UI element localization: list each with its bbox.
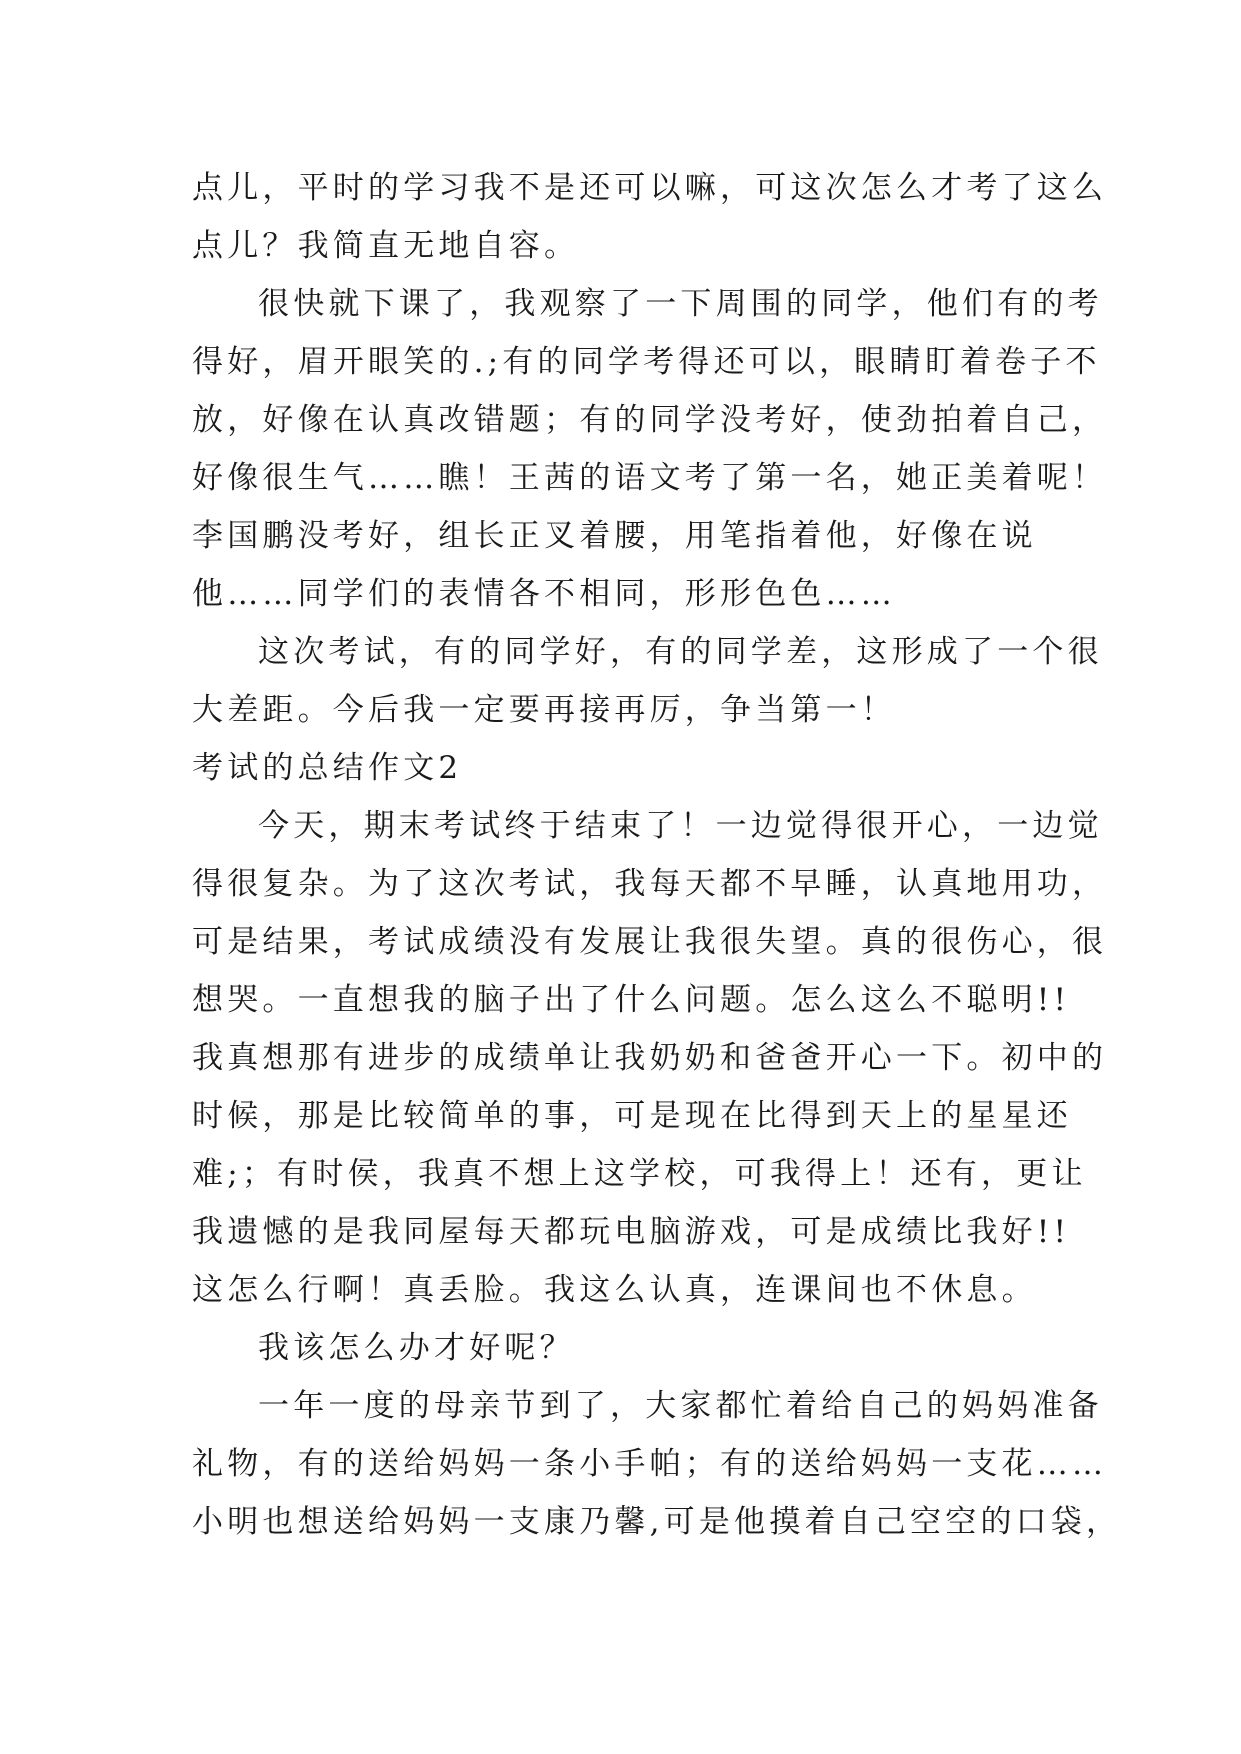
text-line: 时候，那是比较简单的事，可是现在比得到天上的星星还 [192, 1098, 1072, 1134]
paragraph-start-line: 一年一度的母亲节到了，大家都忙着给自己的妈妈准备 [258, 1388, 1103, 1424]
text-line: 好像很生气……瞧！王茜的语文考了第一名，她正美着呢！ [192, 460, 1108, 496]
text-line: 难;；有时侯，我真不想上这学校，可我得上！还有，更让 [192, 1156, 1087, 1192]
text-line: 得好，眉开眼笑的.;有的同学考得还可以，眼睛盯着卷子不 [192, 344, 1101, 380]
paragraph-start-line: 今天，期末考试终于结束了！一边觉得很开心，一边觉 [258, 808, 1103, 844]
paragraph-start-line: 很快就下课了，我观察了一下周围的同学，他们有的考 [258, 286, 1103, 322]
text-line: 大差距。今后我一定要再接再厉，争当第一！ [192, 692, 896, 728]
paragraph-start-line: 我该怎么办才好呢？ [258, 1330, 575, 1366]
text-line: 得很复杂。为了这次考试，我每天都不早睡，认真地用功， [192, 866, 1108, 902]
text-line: 他……同学们的表情各不相同，形形色色…… [192, 576, 896, 612]
text-line: 可是结果，考试成绩没有发展让我很失望。真的很伤心，很 [192, 924, 1108, 960]
text-line: 想哭。一直想我的脑子出了什么问题。怎么这么不聪明!! [192, 982, 1071, 1018]
text-line: 这怎么行啊！真丢脸。我这么认真，连课间也不休息。 [192, 1272, 1037, 1308]
section-title: 考试的总结作文2 [192, 750, 463, 786]
text-line: 小明也想送给妈妈一支康乃馨,可是他摸着自己空空的口袋， [192, 1504, 1122, 1540]
text-line: 点儿？我简直无地自容。 [192, 228, 580, 264]
text-line: 李国鹏没考好，组长正叉着腰，用笔指着他，好像在说 [192, 518, 1037, 554]
text-line: 点儿，平时的学习我不是还可以嘛，可这次怎么才考了这么 [192, 170, 1108, 206]
paragraph-start-line: 这次考试，有的同学好，有的同学差，这形成了一个很 [258, 634, 1103, 670]
text-line: 放，好像在认真改错题；有的同学没考好，使劲拍着自己， [192, 402, 1108, 438]
text-line: 我真想那有进步的成绩单让我奶奶和爸爸开心一下。初中的 [192, 1040, 1108, 1076]
text-line: 礼物，有的送给妈妈一条小手帕；有的送给妈妈一支花…… [192, 1446, 1108, 1482]
text-line: 我遗憾的是我同屋每天都玩电脑游戏，可是成绩比我好!! [192, 1214, 1071, 1250]
